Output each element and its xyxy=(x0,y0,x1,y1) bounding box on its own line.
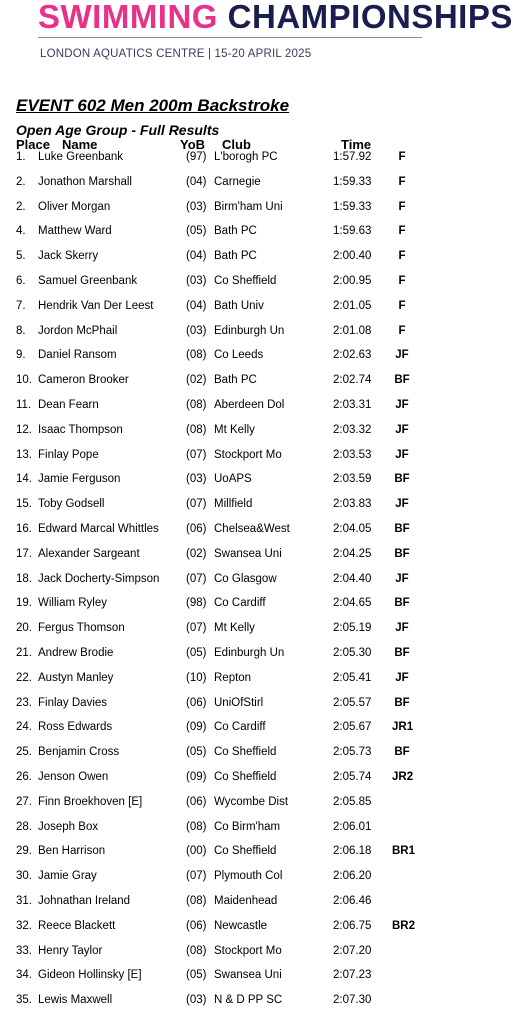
yob-cell: (08) xyxy=(186,944,207,957)
name-cell: Lewis Maxwell xyxy=(38,994,113,1007)
club-cell: Bath Univ xyxy=(214,299,264,312)
result-row xyxy=(0,671,461,689)
yob-cell: (07) xyxy=(186,498,207,511)
name-cell: Ben Harrison xyxy=(38,845,106,858)
yob-cell: (07) xyxy=(186,448,207,461)
result-row xyxy=(0,894,461,912)
place-cell: 4. xyxy=(16,225,26,238)
club-cell: Mt Kelly xyxy=(214,622,255,635)
name-cell: Luke Greenbank xyxy=(38,151,124,163)
time-cell: 2:05.85 xyxy=(333,795,372,808)
name-cell: Jamie Gray xyxy=(38,870,97,883)
place-cell: 28. xyxy=(16,820,32,833)
club-cell: Swansea Uni xyxy=(214,969,282,982)
result-row xyxy=(0,497,461,515)
yob-cell: (97) xyxy=(186,151,207,163)
name-cell: Jack Docherty-Simpson xyxy=(38,572,160,585)
yob-cell: (05) xyxy=(186,746,207,759)
place-cell: 5. xyxy=(16,250,26,263)
place-cell: 13. xyxy=(16,448,32,461)
time-cell: 2:06.75 xyxy=(333,919,372,932)
place-cell: 10. xyxy=(16,374,32,387)
qualification-cell: BR2 xyxy=(392,919,416,932)
name-cell: Jordon McPhail xyxy=(38,324,118,337)
place-cell: 7. xyxy=(16,299,26,312)
club-cell: Maidenhead xyxy=(214,895,278,907)
time-cell: 2:05.19 xyxy=(333,622,372,635)
result-row xyxy=(0,547,461,565)
time-cell: 2:02.74 xyxy=(333,374,372,387)
place-cell: 23. xyxy=(16,696,32,709)
place-cell: 16. xyxy=(16,523,32,535)
yob-cell: (08) xyxy=(186,895,207,907)
qualification-cell: JF xyxy=(395,423,409,436)
club-cell: Chelsea&West xyxy=(214,523,290,535)
club-cell: Aberdeen Dol xyxy=(214,399,285,411)
name-cell: Oliver Morgan xyxy=(38,200,111,213)
age-group-title: Open Age Group - Full Results xyxy=(16,122,220,138)
result-row xyxy=(0,720,461,738)
place-cell: 27. xyxy=(16,795,32,808)
time-cell: 2:05.30 xyxy=(333,647,372,659)
yob-cell: (08) xyxy=(186,399,207,411)
header-place: Place xyxy=(16,137,50,152)
yob-cell: (06) xyxy=(186,696,207,709)
place-cell: 6. xyxy=(16,275,26,287)
time-cell: 2:07.20 xyxy=(333,944,372,957)
club-cell: Bath PC xyxy=(214,374,257,387)
result-row xyxy=(0,398,461,416)
qualification-cell: JF xyxy=(395,671,409,684)
name-cell: Jenson Owen xyxy=(38,771,109,783)
result-row xyxy=(0,770,461,788)
qualification-cell: JR2 xyxy=(392,771,414,783)
yob-cell: (02) xyxy=(186,374,207,387)
result-row xyxy=(0,423,461,441)
yob-cell: (03) xyxy=(186,994,207,1007)
name-cell: Cameron Brooker xyxy=(38,374,129,387)
result-row xyxy=(0,795,461,813)
time-cell: 1:59.63 xyxy=(333,225,372,238)
name-cell: Gideon Hollinsky [E] xyxy=(38,969,142,982)
yob-cell: (03) xyxy=(186,473,207,486)
qualification-cell: F xyxy=(398,324,406,337)
title-swimming: SWIMMING xyxy=(38,0,218,35)
qualification-cell: JF xyxy=(395,399,409,411)
club-cell: UniOfStirl xyxy=(214,696,264,709)
qualification-cell: BF xyxy=(394,696,410,709)
name-cell: Edward Marcal Whittles xyxy=(38,523,159,535)
club-cell: UoAPS xyxy=(214,473,252,486)
club-cell: Birm'ham Uni xyxy=(214,200,283,213)
time-cell: 2:07.30 xyxy=(333,994,372,1007)
time-cell: 1:59.33 xyxy=(333,200,372,213)
time-cell: 2:06.18 xyxy=(333,845,372,858)
banner-divider xyxy=(38,37,422,38)
yob-cell: (04) xyxy=(186,299,207,312)
place-cell: 33. xyxy=(16,944,32,957)
place-cell: 8. xyxy=(16,324,26,337)
place-cell: 14. xyxy=(16,473,32,486)
club-cell: Repton xyxy=(214,671,252,684)
result-row xyxy=(0,844,461,862)
qualification-cell: BF xyxy=(394,547,410,560)
time-cell: 2:07.23 xyxy=(333,969,372,982)
place-cell: 9. xyxy=(16,349,26,362)
club-cell: Co Glasgow xyxy=(214,572,277,585)
qualification-cell: JF xyxy=(395,448,409,461)
club-cell: Co Sheffield xyxy=(214,771,277,783)
yob-cell: (05) xyxy=(186,969,207,982)
yob-cell: (05) xyxy=(186,647,207,659)
name-cell: Dean Fearn xyxy=(38,399,99,411)
result-row xyxy=(0,472,461,490)
yob-cell: (06) xyxy=(186,795,207,808)
yob-cell: (07) xyxy=(186,572,207,585)
time-cell: 2:06.01 xyxy=(333,820,372,833)
yob-cell: (04) xyxy=(186,175,207,188)
result-row xyxy=(0,175,461,193)
club-cell: N & D PP SC xyxy=(214,994,283,1007)
qualification-cell: F xyxy=(398,200,406,213)
time-cell: 2:01.05 xyxy=(333,299,372,312)
result-row xyxy=(0,348,461,366)
result-row xyxy=(0,968,461,986)
result-row xyxy=(0,373,461,391)
yob-cell: (07) xyxy=(186,870,207,883)
yob-cell: (07) xyxy=(186,622,207,635)
venue-dates: LONDON AQUATICS CENTRE | 15-20 APRIL 2025 xyxy=(40,48,312,60)
time-cell: 2:04.05 xyxy=(333,523,372,535)
name-cell: Matthew Ward xyxy=(38,225,112,238)
name-cell: Samuel Greenbank xyxy=(38,275,138,287)
result-row xyxy=(0,944,461,962)
event-title: EVENT 602 Men 200m Backstroke xyxy=(16,96,290,115)
qualification-cell: F xyxy=(398,175,406,188)
club-cell: Carnegie xyxy=(214,175,261,188)
club-cell: Swansea Uni xyxy=(214,547,282,560)
result-row xyxy=(0,596,461,614)
championship-title xyxy=(38,0,513,34)
club-cell: Mt Kelly xyxy=(214,423,255,436)
place-cell: 2. xyxy=(16,175,26,188)
result-row xyxy=(0,522,461,540)
qualification-cell: F xyxy=(398,151,406,163)
qualification-cell: F xyxy=(398,275,406,287)
name-cell: Reece Blackett xyxy=(38,919,116,932)
place-cell: 20. xyxy=(16,622,32,635)
title-championships: CHAMPIONSHIPS xyxy=(217,0,513,35)
yob-cell: (03) xyxy=(186,324,207,337)
name-cell: Benjamin Cross xyxy=(38,746,120,759)
yob-cell: (00) xyxy=(186,845,207,858)
yob-cell: (09) xyxy=(186,771,207,783)
place-cell: 2. xyxy=(16,200,26,213)
club-cell: Co Sheffield xyxy=(214,275,277,287)
place-cell: 35. xyxy=(16,994,32,1007)
time-cell: 2:03.32 xyxy=(333,423,372,436)
yob-cell: (03) xyxy=(186,275,207,287)
qualification-cell: BF xyxy=(394,374,410,387)
name-cell: Daniel Ransom xyxy=(38,349,117,362)
place-cell: 11. xyxy=(16,399,32,411)
yob-cell: (08) xyxy=(186,349,207,362)
result-row xyxy=(0,224,461,242)
name-cell: Finn Broekhoven [E] xyxy=(38,795,143,808)
name-cell: Toby Godsell xyxy=(38,498,105,511)
place-cell: 15. xyxy=(16,498,32,511)
club-cell: Millfield xyxy=(214,498,253,511)
time-cell: 2:00.95 xyxy=(333,275,372,287)
place-cell: 29. xyxy=(16,845,32,858)
qualification-cell: JF xyxy=(395,498,409,511)
time-cell: 2:01.08 xyxy=(333,324,372,337)
qualification-cell: BR1 xyxy=(392,845,416,858)
club-cell: Plymouth Col xyxy=(214,870,283,883)
name-cell: Joseph Box xyxy=(38,820,99,833)
result-row xyxy=(0,621,461,639)
club-cell: Co Leeds xyxy=(214,349,264,362)
place-cell: 1. xyxy=(16,151,26,163)
name-cell: William Ryley xyxy=(38,597,107,610)
name-cell: Fergus Thomson xyxy=(38,622,125,635)
time-cell: 2:03.31 xyxy=(333,399,372,411)
club-cell: Stockport Mo xyxy=(214,944,282,957)
qualification-cell: BF xyxy=(394,473,410,486)
name-cell: Henry Taylor xyxy=(38,944,103,957)
name-cell: Alexander Sargeant xyxy=(38,547,140,560)
place-cell: 24. xyxy=(16,721,32,734)
header-time: Time xyxy=(341,137,372,152)
banner xyxy=(0,0,513,70)
qualification-cell: F xyxy=(398,250,406,263)
place-cell: 17. xyxy=(16,547,32,560)
club-cell: L'borogh PC xyxy=(214,151,278,163)
place-cell: 18. xyxy=(16,572,32,585)
club-cell: Co Cardiff xyxy=(214,721,266,734)
yob-cell: (08) xyxy=(186,423,207,436)
result-row xyxy=(0,274,461,292)
club-cell: Edinburgh Un xyxy=(214,324,285,337)
time-cell: 2:04.65 xyxy=(333,597,372,610)
result-row xyxy=(0,919,461,937)
place-cell: 25. xyxy=(16,746,32,759)
result-row xyxy=(0,324,461,342)
time-cell: 2:06.20 xyxy=(333,870,372,883)
result-row xyxy=(0,993,461,1011)
name-cell: Finlay Pope xyxy=(38,448,99,461)
name-cell: Jamie Ferguson xyxy=(38,473,121,486)
name-cell: Isaac Thompson xyxy=(38,423,123,436)
club-cell: Edinburgh Un xyxy=(214,647,285,659)
time-cell: 2:06.46 xyxy=(333,895,372,907)
place-cell: 34. xyxy=(16,969,32,982)
yob-cell: (08) xyxy=(186,820,207,833)
name-cell: Andrew Brodie xyxy=(38,647,114,659)
place-cell: 30. xyxy=(16,870,32,883)
club-cell: Newcastle xyxy=(214,919,268,932)
yob-cell: (03) xyxy=(186,200,207,213)
club-cell: Co Sheffield xyxy=(214,746,277,759)
yob-cell: (05) xyxy=(186,225,207,238)
place-cell: 32. xyxy=(16,919,32,932)
time-cell: 2:02.63 xyxy=(333,349,372,362)
qualification-cell: BF xyxy=(394,523,410,535)
time-cell: 2:05.57 xyxy=(333,696,372,709)
place-cell: 31. xyxy=(16,895,32,907)
name-cell: Johnathan Ireland xyxy=(38,895,131,907)
result-row xyxy=(0,572,461,590)
header-club: Club xyxy=(222,137,251,152)
yob-cell: (02) xyxy=(186,547,207,560)
club-cell: Co Cardiff xyxy=(214,597,266,610)
yob-cell: (98) xyxy=(186,597,207,610)
name-cell: Jack Skerry xyxy=(38,250,99,263)
name-cell: Austyn Manley xyxy=(38,671,114,684)
time-cell: 2:05.41 xyxy=(333,671,372,684)
time-cell: 2:03.83 xyxy=(333,498,372,511)
time-cell: 2:05.73 xyxy=(333,746,372,759)
time-cell: 2:05.74 xyxy=(333,771,372,783)
club-cell: Wycombe Dist xyxy=(214,795,289,808)
time-cell: 2:00.40 xyxy=(333,250,372,263)
qualification-cell: F xyxy=(398,299,406,312)
header-yob: YoB xyxy=(180,137,206,152)
result-row xyxy=(0,696,461,714)
qualification-cell: BF xyxy=(394,597,410,610)
name-cell: Ross Edwards xyxy=(38,721,113,734)
place-cell: 21. xyxy=(16,647,32,659)
yob-cell: (06) xyxy=(186,919,207,932)
club-cell: Bath PC xyxy=(214,250,257,263)
result-row xyxy=(0,249,461,267)
yob-cell: (04) xyxy=(186,250,207,263)
place-cell: 26. xyxy=(16,771,32,783)
result-row xyxy=(0,646,461,664)
time-cell: 1:59.33 xyxy=(333,175,372,188)
name-cell: Finlay Davies xyxy=(38,696,108,709)
result-row xyxy=(0,869,461,887)
result-row xyxy=(0,299,461,317)
time-cell: 2:04.40 xyxy=(333,572,372,585)
place-cell: 12. xyxy=(16,423,32,436)
club-cell: Co Birm'ham xyxy=(214,820,281,833)
result-row xyxy=(0,150,461,168)
time-cell: 2:05.67 xyxy=(333,721,372,734)
result-row xyxy=(0,820,461,838)
qualification-cell: JR1 xyxy=(392,721,414,734)
club-cell: Bath PC xyxy=(214,225,257,238)
time-cell: 2:03.53 xyxy=(333,448,372,461)
time-cell: 1:57.92 xyxy=(333,151,372,163)
club-cell: Co Sheffield xyxy=(214,845,277,858)
time-cell: 2:04.25 xyxy=(333,547,372,560)
qualification-cell: JF xyxy=(395,572,409,585)
qualification-cell: BF xyxy=(394,647,410,659)
qualification-cell: F xyxy=(398,225,406,238)
result-row xyxy=(0,745,461,763)
header-name: Name xyxy=(62,137,98,152)
qualification-cell: JF xyxy=(395,622,409,635)
yob-cell: (09) xyxy=(186,721,207,734)
time-cell: 2:03.59 xyxy=(333,473,372,486)
yob-cell: (06) xyxy=(186,523,207,535)
place-cell: 19. xyxy=(16,597,32,610)
club-cell: Stockport Mo xyxy=(214,448,282,461)
result-row xyxy=(0,200,461,218)
result-row xyxy=(0,448,461,466)
name-cell: Jonathon Marshall xyxy=(38,175,132,188)
qualification-cell: JF xyxy=(395,349,409,362)
qualification-cell: BF xyxy=(394,746,410,759)
yob-cell: (10) xyxy=(186,671,207,684)
name-cell: Hendrik Van Der Leest xyxy=(38,299,154,312)
place-cell: 22. xyxy=(16,671,32,684)
